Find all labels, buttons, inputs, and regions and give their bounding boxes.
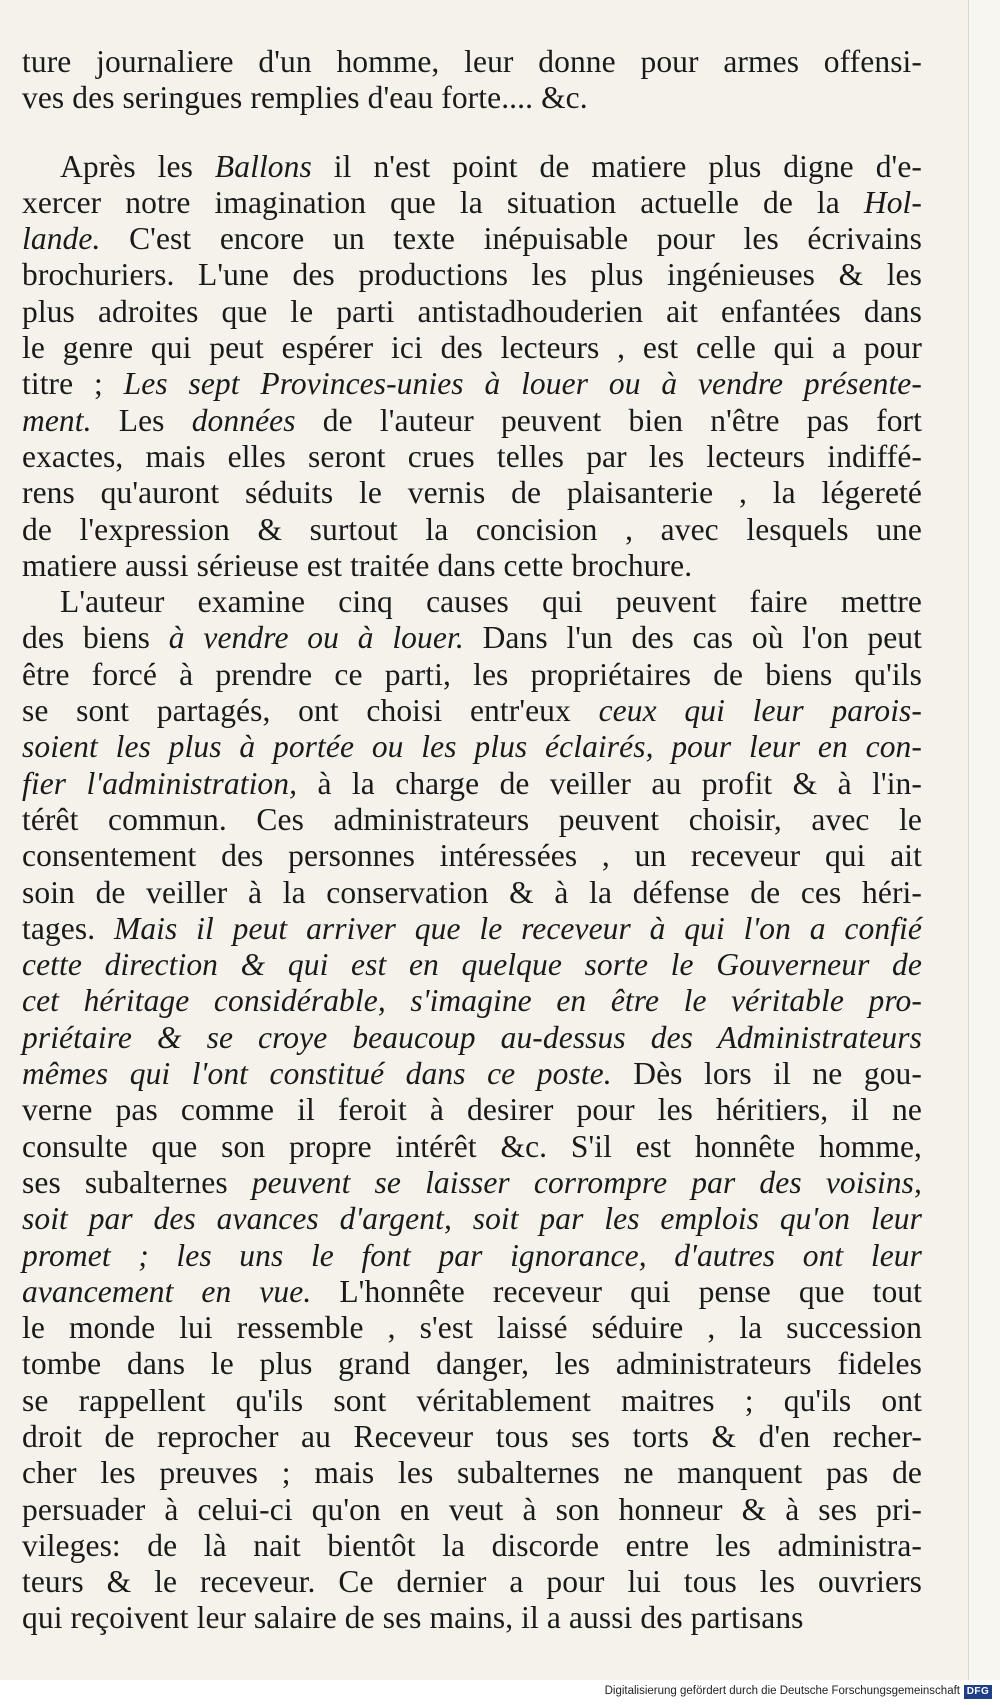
text-segment: ses subalternes	[22, 1164, 252, 1200]
text-line	[22, 1383, 922, 1419]
text-segment: droit de reprocher au Receveur tous ses torts & d'en recher-	[22, 1418, 922, 1454]
text-line	[22, 1201, 922, 1237]
text-line	[22, 657, 922, 693]
text-segment: titre ;	[22, 366, 124, 402]
italic-segment: soient les plus à portée ou les plus éclairés, pour leur en con-	[22, 729, 922, 765]
text-segment: cher les preuves ; mais les subalternes ne manquent pas de	[22, 1455, 922, 1491]
text-segment: térêt commun. Ces administrateurs peuvent choisir, avec le	[22, 801, 922, 837]
digitization-footer	[0, 1680, 1000, 1705]
text-line	[22, 1600, 922, 1636]
text-line	[22, 1165, 922, 1201]
text-line	[22, 1310, 922, 1346]
text-line	[22, 693, 922, 729]
text-segment: se rappellent qu'ils sont véritablement maitres ; qu'ils ont	[22, 1382, 922, 1418]
text-segment: tombe dans le plus grand danger, les administrateurs fideles	[22, 1346, 922, 1382]
italic-segment: avancement en vue.	[22, 1273, 312, 1309]
text-line	[22, 257, 922, 293]
paragraph-gap	[22, 117, 922, 149]
text-segment: le genre qui peut espérer ici des lecteurs , est celle qui a pour	[22, 330, 922, 366]
text-line	[22, 548, 922, 584]
text-line	[22, 1528, 922, 1564]
italic-segment: soit par des avances d'argent, soit par les emplois qu'on leur	[22, 1201, 922, 1237]
italic-segment: ment.	[22, 402, 92, 438]
text-line	[22, 1056, 922, 1092]
text-line	[22, 1492, 922, 1528]
italic-segment: priétaire & se croye beaucoup au-dessus des Administrateurs	[22, 1019, 922, 1055]
text-segment: être forcé à prendre ce parti, les propriétaires de biens qu'ils	[22, 656, 922, 692]
text-line	[22, 1419, 922, 1455]
dfg-logo: DFG	[964, 1685, 992, 1699]
text-line	[22, 221, 922, 257]
text-segment: de l'auteur peuvent bien n'être pas fort	[295, 402, 922, 438]
italic-segment: cette direction & qui est en quelque sorte le Gouverneur de	[22, 947, 922, 983]
text-line	[22, 947, 922, 983]
text-line	[22, 766, 922, 802]
italic-segment: Mais il peut arriver que le receveur à qui l'on a confié	[113, 910, 922, 946]
italic-segment: ceux qui leur parois-	[598, 693, 922, 729]
text-segment: vileges: de là nait bientôt la discorde entre les administra-	[22, 1527, 922, 1563]
text-line	[22, 584, 922, 620]
text-segment: C'est encore un texte inépuisable pour les écrivains	[100, 221, 922, 257]
text-line	[22, 1129, 922, 1165]
text-line	[22, 439, 922, 475]
text-line	[22, 802, 922, 838]
text-segment: exactes, mais elles seront crues telles par les lecteurs indiffé-	[22, 438, 922, 474]
text-line	[22, 80, 922, 116]
text-segment: verne pas comme il feroit à desirer pour les héritiers, il ne	[22, 1092, 922, 1128]
text-segment: à la charge de veiller au profit & à l'in-	[297, 765, 922, 801]
funding-credit: Digitalisierung gefördert durch die Deutsche Forschungsgemeinschaft	[604, 1685, 960, 1697]
text-line	[22, 403, 922, 439]
text-line	[22, 1564, 922, 1600]
text-line	[22, 366, 922, 402]
italic-segment: fier l'administration,	[22, 765, 298, 801]
text-segment: Les	[91, 402, 192, 438]
text-segment: L'auteur examine cinq causes qui peuvent faire mettre	[60, 584, 922, 620]
italic-segment: Les sept Provinces-unies à louer ou à vendre présente-	[123, 366, 922, 402]
italic-segment: Ballons	[214, 148, 312, 184]
text-line	[22, 1346, 922, 1382]
text-segment: matiere aussi sérieuse est traitée dans cette brochure.	[22, 547, 693, 583]
text-line	[22, 44, 922, 80]
text-segment: consulte que son propre intérêt &c. S'il est honnête homme,	[22, 1128, 922, 1164]
text-line	[22, 911, 922, 947]
italic-segment: mêmes qui l'ont constitué dans ce poste.	[22, 1056, 612, 1092]
text-line	[22, 149, 922, 185]
page-body-text	[22, 44, 922, 1637]
text-segment: il n'est point de matiere plus digne d'e-	[311, 148, 922, 184]
text-segment: Dans l'un des cas où l'on peut	[463, 620, 923, 656]
text-segment: de l'expression & surtout la concision , avec lesquels une	[22, 511, 922, 547]
text-line	[22, 1092, 922, 1128]
text-line	[22, 620, 922, 656]
italic-segment: lande.	[22, 221, 101, 257]
text-line	[22, 1455, 922, 1491]
italic-segment: données	[191, 402, 296, 438]
text-segment: ves des seringues remplies d'eau forte.... &c.	[22, 80, 588, 116]
text-segment: persuader à celui-ci qu'on en veut à son honneur & à ses pri-	[22, 1491, 922, 1527]
text-line	[22, 1274, 922, 1310]
text-segment: consentement des personnes intéressées , un receveur qui ait	[22, 838, 922, 874]
text-segment: des biens	[22, 620, 169, 656]
text-segment: brochuriers. L'une des productions les plus ingénieuses & les	[22, 257, 922, 293]
text-segment: plus adroites que le parti antistadhouderien ait enfantées dans	[22, 293, 922, 329]
text-line	[22, 838, 922, 874]
italic-segment: promet ; les uns le font par ignorance, d'autres ont leur	[22, 1237, 922, 1273]
text-line	[22, 330, 922, 366]
text-segment: le monde lui ressemble , s'est laissé séduire , la succession	[22, 1310, 922, 1346]
text-segment: teurs & le receveur. Ce dernier a pour lui tous les ouvriers	[22, 1564, 922, 1600]
text-segment: L'honnête receveur qui pense que tout	[311, 1273, 923, 1309]
text-segment: Après les	[60, 148, 215, 184]
text-line	[22, 729, 922, 765]
text-segment: ture journaliere d'un homme, leur donne pour armes offensi-	[22, 44, 922, 79]
text-line	[22, 983, 922, 1019]
text-line	[22, 875, 922, 911]
text-line	[22, 294, 922, 330]
italic-segment: à vendre ou à louer.	[168, 620, 464, 656]
italic-segment: cet héritage considérable, s'imagine en être le véritable pro-	[22, 983, 922, 1019]
text-line	[22, 475, 922, 511]
text-line	[22, 185, 922, 221]
text-segment: se sont partagés, ont choisi entr'eux	[22, 693, 599, 729]
text-segment: tages.	[22, 910, 114, 946]
text-segment: xercer notre imagination que la situation actuelle de la	[22, 184, 864, 220]
text-line	[22, 1238, 922, 1274]
italic-segment: peuvent se laisser corrompre par des voisins,	[251, 1164, 922, 1200]
text-segment: rens qu'auront séduits le vernis de plaisanterie , la légereté	[22, 475, 922, 511]
text-line	[22, 1020, 922, 1056]
text-line	[22, 512, 922, 548]
text-segment: soin de veiller à la conservation & à la défense de ces héri-	[22, 874, 922, 910]
italic-segment: Hol-	[863, 184, 922, 220]
text-segment: qui reçoivent leur salaire de ses mains, il a aussi des partisans	[22, 1600, 804, 1636]
text-segment: Dès lors il ne gou-	[611, 1056, 922, 1092]
